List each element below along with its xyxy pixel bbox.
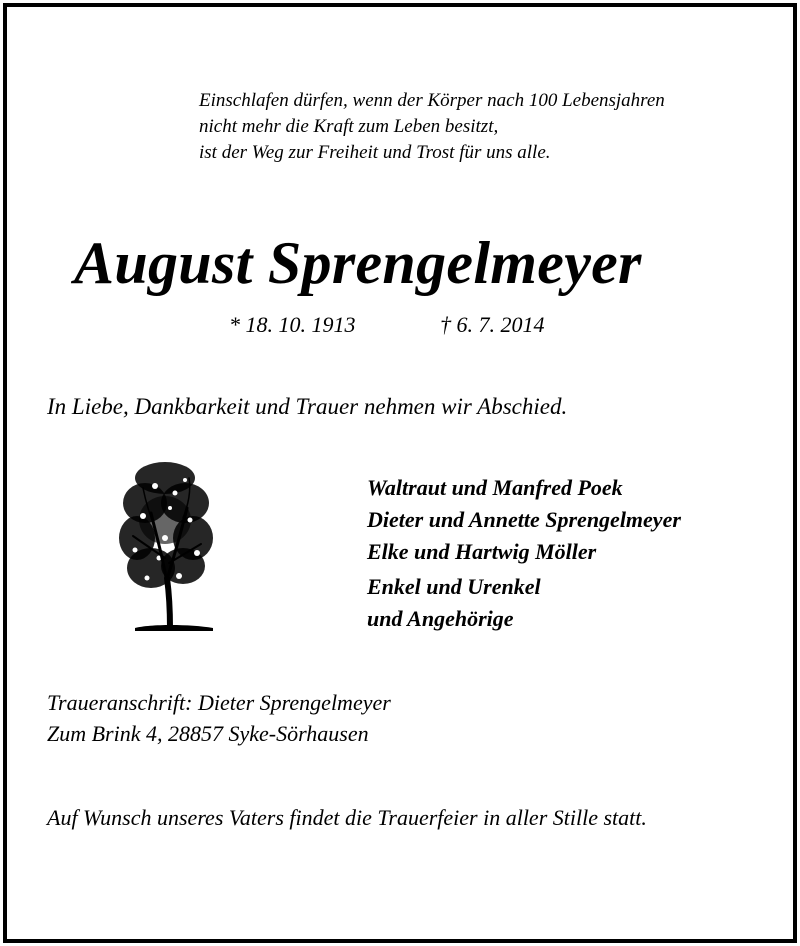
quote-line: nicht mehr die Kraft zum Leben besitzt,	[199, 116, 499, 137]
deceased-name: August Sprengelmeyer	[74, 230, 642, 296]
mourner: und Angehörige	[367, 606, 514, 631]
mourner: Waltraut und Manfred Poek	[367, 475, 623, 500]
quote-line: Einschlafen dürfen, wenn der Körper nach 100 Lebensjahren	[199, 90, 665, 111]
birth-date: * 18. 10. 1913	[229, 312, 356, 337]
tree-icon	[115, 458, 215, 636]
mourner: Dieter und Annette Sprengelmeyer	[367, 507, 681, 532]
address-line: Zum Brink 4, 28857 Syke-Sörhausen	[47, 721, 369, 746]
address-line: Traueranschrift: Dieter Sprengelmeyer	[47, 690, 391, 715]
death-date: † 6. 7. 2014	[440, 312, 545, 337]
mourner: Enkel und Urenkel	[367, 574, 541, 599]
farewell-text: In Liebe, Dankbarkeit und Trauer nehmen wir Abschied.	[47, 394, 568, 419]
mourner: Elke und Hartwig Möller	[367, 539, 597, 564]
mourners-list	[367, 472, 681, 635]
quote	[199, 88, 665, 166]
funeral-note: Auf Wunsch unseres Vaters findet die Trauerfeier in aller Stille statt.	[47, 805, 647, 830]
quote-line: ist der Weg zur Freiheit und Trost für uns alle.	[199, 142, 551, 163]
mourning-address	[47, 687, 391, 749]
